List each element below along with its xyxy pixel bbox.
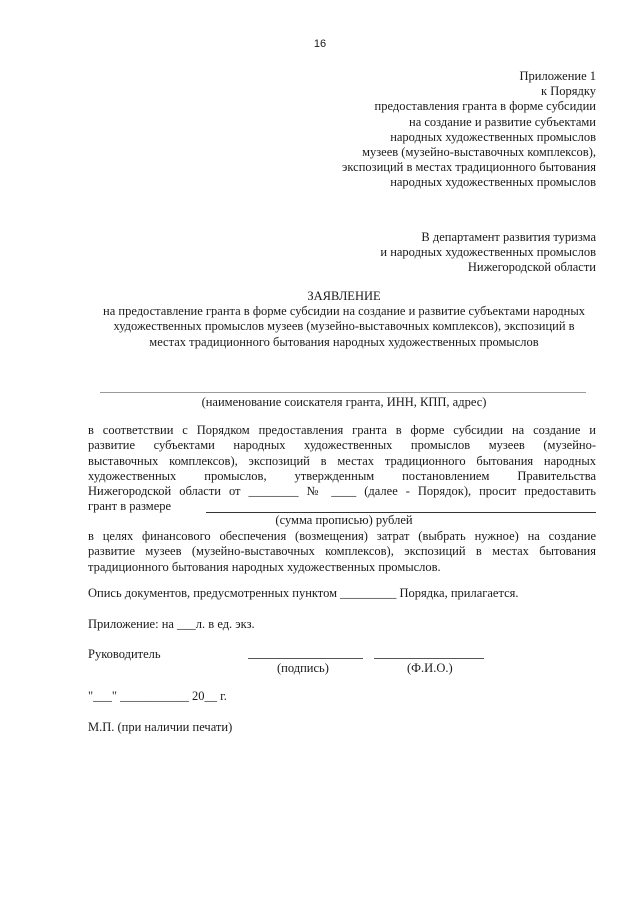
purpose-line: традиционного бытования народных художественных промыслов. bbox=[88, 559, 441, 574]
body-line: в соответствии с Порядком предоставления гранта в форме субсидии на создание и bbox=[88, 423, 596, 437]
addressee-line: В департамент развития туризма bbox=[421, 230, 596, 244]
head-label: Руководитель bbox=[88, 647, 161, 661]
document-title: ЗАЯВЛЕНИЕ bbox=[307, 289, 381, 303]
appendix-line: к Порядку bbox=[541, 84, 596, 99]
full-name-caption: (Ф.И.О.) bbox=[407, 661, 453, 675]
document-subtitle-line: местах традиционного бытования народных художественных промыслов bbox=[149, 334, 539, 349]
appendix-line: Приложение 1 bbox=[519, 69, 596, 83]
appendix-line: на создание и развитие субъектами bbox=[409, 114, 596, 129]
full-name-blank[interactable] bbox=[374, 658, 484, 659]
purpose-paragraph bbox=[88, 529, 596, 575]
applicant-blank-line[interactable] bbox=[100, 392, 586, 393]
document-subtitle-line: на предоставление гранта в форме субсидии на создание и развитие субъектами народных bbox=[103, 304, 585, 319]
signature-caption: (подпись) bbox=[277, 661, 329, 675]
purpose-line: в целях финансового обеспечения (возмещения) затрат (выбрать нужное) на создание bbox=[88, 529, 596, 543]
sum-caption: (сумма прописью) рублей bbox=[275, 513, 413, 527]
date-line: "___" ___________ 20__ г. bbox=[88, 689, 227, 703]
appendix-line: народных художественных промыслов bbox=[390, 175, 596, 190]
appendix-header bbox=[342, 69, 596, 191]
appendix-line: народных художественных промыслов bbox=[390, 129, 596, 144]
addressee-block bbox=[380, 230, 596, 276]
body-paragraph bbox=[88, 423, 596, 499]
appendix-line: музеев (музейно-выставочных комплексов), bbox=[362, 145, 596, 160]
purpose-line: развитие музеев (музейно-выставочных комплексов), экспозиций в местах бытования bbox=[88, 544, 596, 559]
grant-amount-row bbox=[88, 499, 596, 514]
document-subtitle-line: художественных промыслов музеев (музейно-выставочных комплексов), экспозиций в bbox=[113, 319, 575, 334]
page-number: 16 bbox=[313, 38, 327, 50]
appendix-line: экспозиций в местах традиционного бытования bbox=[342, 160, 596, 175]
addressee-line: Нижегородской области bbox=[467, 260, 596, 275]
body-line: Нижегородской области от ________ № ____ (далее - Порядок), просит предоставить bbox=[88, 484, 596, 499]
document-title-block bbox=[88, 289, 600, 350]
applicant-caption: (наименование соискателя гранта, ИНН, КПП, адрес) bbox=[201, 395, 487, 409]
body-line: выставочных комплексов), экспозиций в местах традиционного бытования народных bbox=[88, 453, 596, 468]
signature-blank[interactable] bbox=[248, 658, 363, 659]
addressee-line: и народных художественных промыслов bbox=[380, 245, 596, 260]
attachment-line: Приложение: на ___л. в ед. экз. bbox=[88, 617, 255, 631]
documents-line: Опись документов, предусмотренных пунктом _________ Порядка, прилагается. bbox=[88, 586, 519, 600]
body-line: художественных промыслов, утвержденным постановлением Правительства bbox=[88, 468, 596, 483]
stamp-line: М.П. (при наличии печати) bbox=[88, 720, 233, 734]
appendix-line: предоставления гранта в форме субсидии bbox=[374, 99, 596, 114]
body-line: развитие субъектами народных художественных промыслов музеев (музейно- bbox=[88, 438, 596, 453]
grant-amount-label: грант в размере bbox=[88, 499, 172, 513]
